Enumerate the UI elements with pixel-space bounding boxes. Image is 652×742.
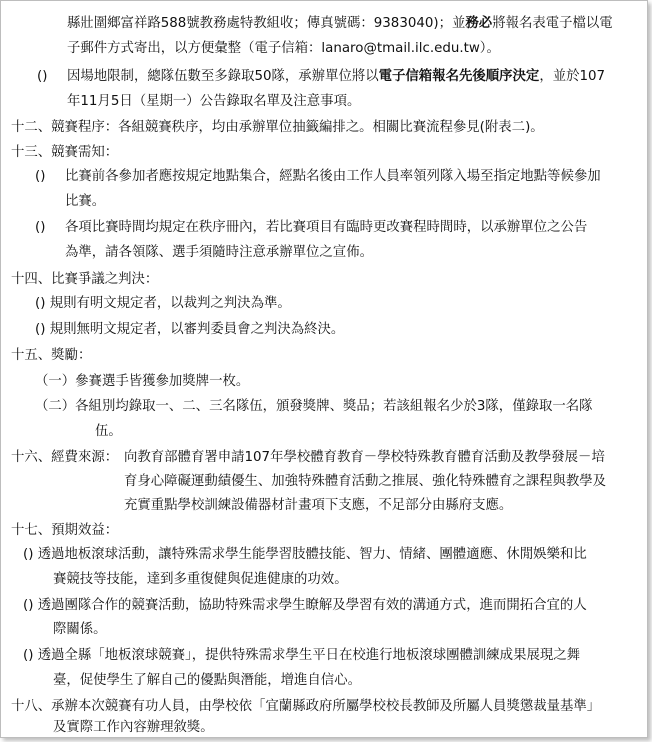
section-17-item-3-line-1: () 透過全縣「地板滾球競賽」，提供特殊需求學生平日在校進行地板滾球團體訓練成果展現之舞 — [23, 648, 581, 663]
section-16-line-3: 充實重點學校訓練設備器材計畫項下支應，不足部分由縣府支應。 — [124, 498, 513, 513]
section-16-line-2: 育身心障礙運動績優生、加強特殊體育活動之推展、強化特殊體育之課程與教學及 — [124, 474, 607, 489]
section-13-item-2-line-1: 各項比賽時間均規定在秩序冊內，若比賽項目有臨時更改賽程時間時，以承辦單位之公告 — [65, 220, 588, 235]
section-15-heading: 十五、獎勵： — [11, 348, 92, 363]
section-17-item-1-line-2: 賽競技等技能，達到多重復健與促進健康的功效。 — [53, 572, 348, 587]
item-limit-marker: () — [37, 69, 48, 84]
section-13-item-1-marker: () — [35, 169, 46, 184]
document-body — [1, 1, 647, 737]
section-13-heading: 十三、競賽需知： — [11, 145, 119, 160]
item-limit-line-2: 年11月5日（星期一）公告錄取名單及注意事項。 — [67, 94, 361, 109]
item-limit-line-1 — [67, 68, 605, 86]
section-13-item-1-line-1: 比賽前各參加者應按規定地點集合，經點名後由工作人員率領列隊入場至指定地點等候參加 — [65, 169, 601, 184]
item-limit-text-bold: 電子信箱報名先後順序決定 — [378, 69, 540, 84]
section-15-item-1: （一）參賽選手皆獲參加獎牌一枚。 — [35, 374, 250, 389]
section-14-item-2: () 規則無明文規定者，以審判委員會之判決為終決。 — [35, 322, 345, 337]
section-17-item-2-line-1: () 透過團隊合作的競賽活動，協助特殊需求學生瞭解及學習有效的溝通方式，進而開拓合宜的人 — [23, 598, 587, 613]
section-16-label: 十六、經費來源： — [11, 450, 119, 465]
section-17-item-1-line-1: () 透過地板滾球活動，讓特殊需求學生能學習肢體技能、智力、情緒、團體適應、休閒娛樂和比 — [23, 547, 587, 562]
intro-line-2: 子郵件方式寄出，以方便彙整（電子信箱：lanaro@tmail.ilc.edu.tw）。 — [67, 41, 500, 56]
item-limit-text-c: ，並於107 — [539, 69, 606, 84]
section-13-item-1-line-2: 比賽。 — [65, 194, 106, 209]
section-13-item-2-marker: () — [35, 220, 46, 235]
section-18-line-2: 及實際工作內容辦理敘獎。 — [53, 720, 214, 735]
section-17-heading: 十七、預期效益： — [11, 523, 119, 538]
section-17-item-3-line-2: 臺，促使學生了解自己的優點與潛能，增進自信心。 — [53, 673, 361, 688]
section-16-line-1: 向教育部體育署申請107年學校體育教育－學校特殊教育體育活動及教學發展－培 — [124, 450, 605, 465]
section-17-item-2-line-2: 際關係。 — [53, 622, 107, 637]
section-15-item-2-line-2: 伍。 — [95, 424, 122, 439]
section-14-heading: 十四、比賽爭議之判決： — [11, 272, 159, 287]
section-15-item-2-line-1: （二）各組別均錄取一、二、三名隊伍，頒發獎牌、獎品；若該組報名少於3隊，僅錄取一名隊 — [35, 399, 593, 414]
section-12: 十二、競賽程序：各組競賽秩序，均由承辦單位抽籤編排之。相關比賽流程參見(附表二)。 — [11, 120, 544, 135]
section-18-line-1: 十八、承辦本次競賽有功人員，由學校依「宜蘭縣政府所屬學校校長教師及所屬人員獎懲裁量基準」 — [11, 699, 601, 714]
intro-text-1a: 縣壯圍鄉富祥路588號教務處特教組收；傳真號碼：9383040)；並 — [67, 16, 466, 31]
section-14-item-1: () 規則有明文規定者，以裁判之判決為準。 — [35, 296, 291, 311]
section-13-item-2-line-2: 為準，請各領隊、選手須隨時注意承辦單位之宣佈。 — [65, 245, 373, 260]
intro-text-bold: 務必 — [465, 16, 493, 31]
intro-line-1 — [67, 15, 613, 33]
item-limit-text-a: 因場地限制，總隊伍數至多錄取50隊，承辦單位將以 — [67, 69, 379, 84]
intro-text-1c: 將報名表電子檔以電 — [492, 16, 613, 31]
